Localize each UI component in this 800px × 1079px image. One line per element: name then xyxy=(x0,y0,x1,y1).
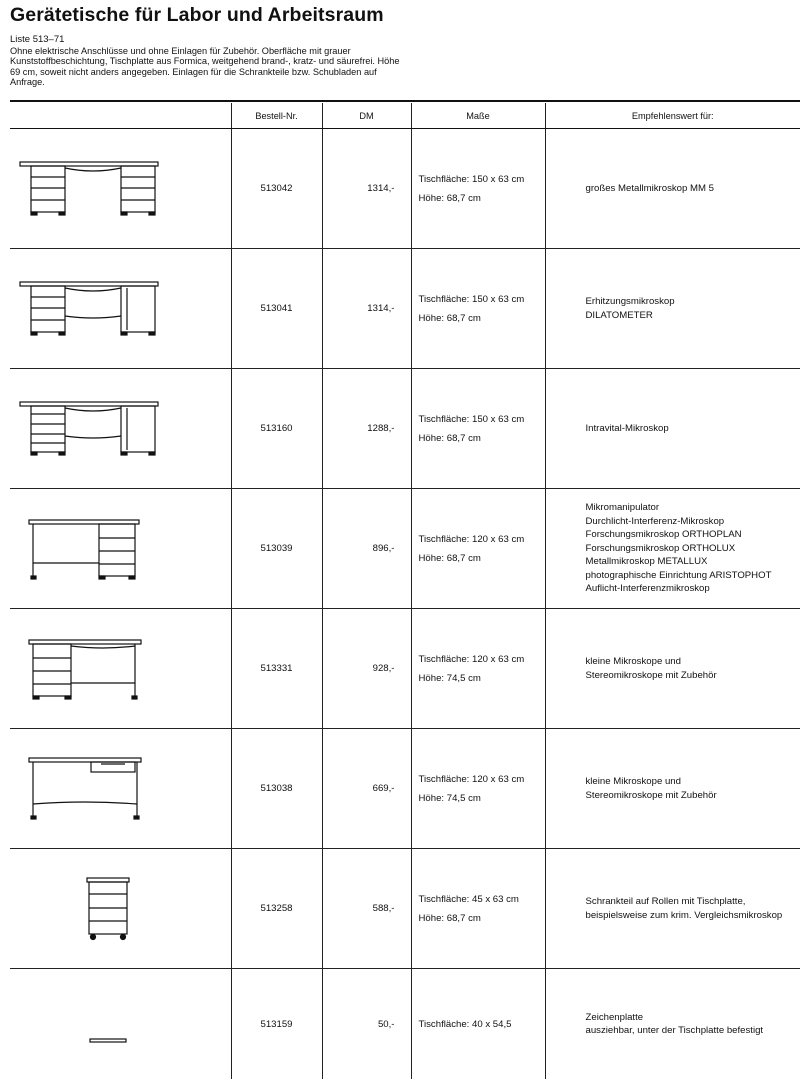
price: 50,- xyxy=(322,969,411,1079)
recommendation-cell xyxy=(545,609,800,729)
header-order-number: Bestell-Nr. xyxy=(231,103,322,129)
header-price: DM xyxy=(322,103,411,129)
height-dimension: Höhe: 68,7 cm xyxy=(419,189,545,208)
price: 1288,- xyxy=(322,369,411,489)
header-dimensions: Maße xyxy=(411,103,545,129)
order-number: 513042 xyxy=(231,129,322,249)
recommendation-cell xyxy=(545,969,800,1079)
table-row xyxy=(10,729,800,849)
recommendation-cell xyxy=(545,249,800,369)
recommendation-cell xyxy=(545,369,800,489)
price: 1314,- xyxy=(322,249,411,369)
desk-image-cell xyxy=(10,129,231,249)
table-row xyxy=(10,609,800,729)
drawing-board-drawing xyxy=(19,989,159,1059)
dimensions-cell xyxy=(411,369,545,489)
surface-dimensions: Tischfläche: 40 x 54,5 xyxy=(419,1015,545,1034)
single-pedestal-right-desk-drawing xyxy=(19,514,159,584)
intro-text: Ohne elektrische Anschlüsse und ohne Einlagen für Zubehör. Oberfläche mit grauer Kunststoffbeschichtung, Tischplatte aus Formica, weitgehend brand-, kratz- und säurefrei. Höhe 69 cm, soweit nicht anders angegeben. Einlagen für die Schrankteile bzw. Schubladen auf Anfrage. xyxy=(10,46,410,88)
recommendation-line: Zeichenplatte xyxy=(586,1011,800,1025)
recommendation-line: ausziehbar, unter der Tischplatte befestigt xyxy=(586,1024,800,1038)
single-pedestal-left-desk-drawing xyxy=(19,634,159,704)
table-row xyxy=(10,129,800,249)
recommendation-cell xyxy=(545,849,800,969)
recommendation-cell xyxy=(545,489,800,609)
header-recommended: Empfehlenswert für: xyxy=(545,103,800,129)
desk-image-cell xyxy=(10,849,231,969)
recommendation-line: Forschungsmikroskop ORTHOLUX xyxy=(586,542,800,556)
header-row xyxy=(10,103,800,129)
table-row xyxy=(10,489,800,609)
order-number: 513159 xyxy=(231,969,322,1079)
four-drawer-cabinet-desk-drawing xyxy=(19,394,159,464)
recommendation-cell xyxy=(545,729,800,849)
double-pedestal-desk-drawing xyxy=(19,154,159,224)
table-row xyxy=(10,849,800,969)
order-number: 513038 xyxy=(231,729,322,849)
recommendation-line: großes Metallmikroskop MM 5 xyxy=(586,182,800,196)
surface-dimensions: Tischfläche: 150 x 63 cm xyxy=(419,410,545,429)
page-title: Gerätetische für Labor und Arbeitsraum xyxy=(10,4,384,27)
recommendation-cell xyxy=(545,129,800,249)
simple-table-with-drawer-drawing xyxy=(19,754,159,824)
desk-image-cell xyxy=(10,489,231,609)
recommendation-line: kleine Mikroskope und xyxy=(586,655,800,669)
height-dimension: Höhe: 68,7 cm xyxy=(419,429,545,448)
price: 896,- xyxy=(322,489,411,609)
dimensions-cell xyxy=(411,489,545,609)
surface-dimensions: Tischfläche: 120 x 63 cm xyxy=(419,530,545,549)
order-number: 513039 xyxy=(231,489,322,609)
table-row xyxy=(10,249,800,369)
order-number: 513331 xyxy=(231,609,322,729)
recommendation-line: beispielsweise zum krim. Vergleichsmikroskop xyxy=(586,909,800,923)
order-number: 513041 xyxy=(231,249,322,369)
dimensions-cell xyxy=(411,849,545,969)
height-dimension: Höhe: 68,7 cm xyxy=(419,309,545,328)
price: 1314,- xyxy=(322,129,411,249)
price: 928,- xyxy=(322,609,411,729)
height-dimension: Höhe: 74,5 cm xyxy=(419,789,545,808)
recommendation-line: Metallmikroskop METALLUX xyxy=(586,555,800,569)
order-number: 513258 xyxy=(231,849,322,969)
recommendation-line: Stereomikroskope mit Zubehör xyxy=(586,789,800,803)
drawer-and-cabinet-desk-drawing xyxy=(19,274,159,344)
surface-dimensions: Tischfläche: 150 x 63 cm xyxy=(419,170,545,189)
dimensions-cell xyxy=(411,969,545,1079)
recommendation-line: photographische Einrichtung ARISTOPHOT xyxy=(586,569,800,583)
recommendation-line: Forschungsmikroskop ORTHOPLAN xyxy=(586,528,800,542)
recommendation-line: Schrankteil auf Rollen mit Tischplatte, xyxy=(586,895,800,909)
recommendation-line: Stereomikroskope mit Zubehör xyxy=(586,669,800,683)
desk-image-cell xyxy=(10,369,231,489)
header-image xyxy=(10,103,231,129)
surface-dimensions: Tischfläche: 150 x 63 cm xyxy=(419,290,545,309)
top-rule xyxy=(10,100,800,102)
desk-image-cell xyxy=(10,249,231,369)
surface-dimensions: Tischfläche: 120 x 63 cm xyxy=(419,770,545,789)
price: 588,- xyxy=(322,849,411,969)
dimensions-cell xyxy=(411,129,545,249)
recommendation-line: DILATOMETER xyxy=(586,309,800,323)
price: 669,- xyxy=(322,729,411,849)
dimensions-cell xyxy=(411,729,545,849)
table-row xyxy=(10,969,800,1079)
surface-dimensions: Tischfläche: 120 x 63 cm xyxy=(419,650,545,669)
height-dimension: Höhe: 74,5 cm xyxy=(419,669,545,688)
dimensions-cell xyxy=(411,249,545,369)
recommendation-line: Auflicht-Interferenzmikroskop xyxy=(586,582,800,596)
product-table xyxy=(10,103,800,1079)
desk-image-cell xyxy=(10,729,231,849)
table-row xyxy=(10,369,800,489)
surface-dimensions: Tischfläche: 45 x 63 cm xyxy=(419,890,545,909)
order-number: 513160 xyxy=(231,369,322,489)
desk-image-cell xyxy=(10,609,231,729)
recommendation-line: kleine Mikroskope und xyxy=(586,775,800,789)
desk-image-cell xyxy=(10,969,231,1079)
recommendation-line: Erhitzungsmikroskop xyxy=(586,295,800,309)
recommendation-line: Durchlicht-Interferenz-Mikroskop xyxy=(586,515,800,529)
recommendation-line: Mikromanipulator xyxy=(586,501,800,515)
rolling-cabinet-drawing xyxy=(19,874,159,944)
recommendation-line: Intravital-Mikroskop xyxy=(586,422,800,436)
height-dimension: Höhe: 68,7 cm xyxy=(419,909,545,928)
list-number: Liste 513–71 xyxy=(10,34,64,45)
dimensions-cell xyxy=(411,609,545,729)
height-dimension: Höhe: 68,7 cm xyxy=(419,549,545,568)
